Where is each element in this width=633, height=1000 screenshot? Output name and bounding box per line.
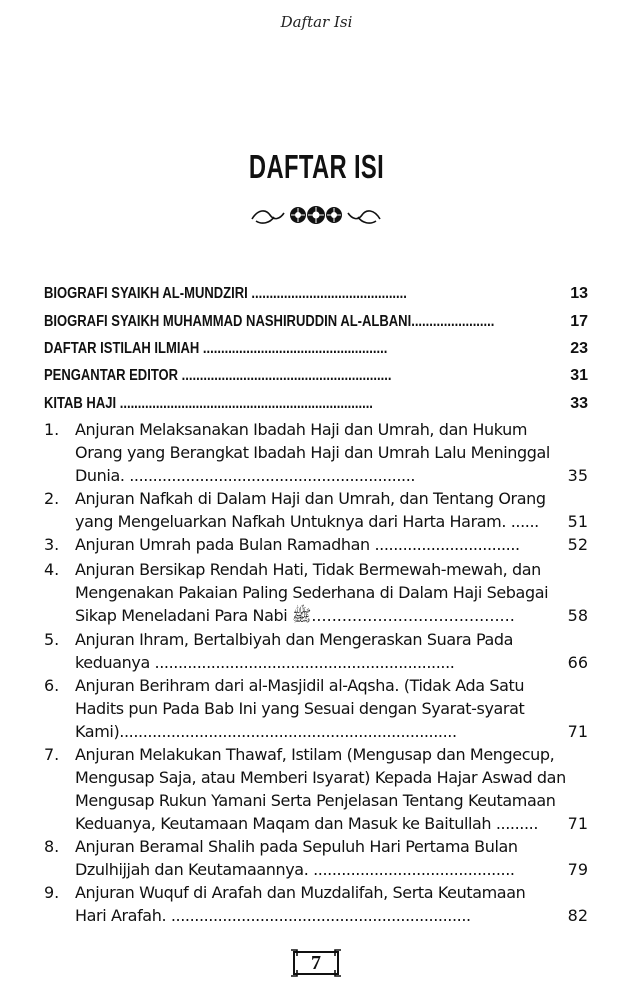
entry-line: Anjuran Ihram, Bertalbiyah dan Mengeraskan Suara Pada <box>75 630 514 649</box>
toc-item-label: BIOGRAFI SYAIKH MUHAMMAD NASHIRUDDIN AL-ALBANI....................... <box>44 313 495 330</box>
toc-item-label: DAFTAR ISTILAH ILMIAH ................................................... <box>44 340 388 357</box>
entry-number: 9. <box>44 883 60 902</box>
toc-entry[interactable] <box>44 743 588 835</box>
entry-number: 5. <box>44 630 60 649</box>
toc-item-page: 31 <box>570 367 588 384</box>
entry-text <box>75 487 549 533</box>
entry-line: Anjuran Melaksanakan Ibadah Haji dan Umrah, dan Hukum <box>75 420 528 439</box>
toc-item-label: PENGANTAR EDITOR .......................................................... <box>44 367 392 384</box>
entry-text <box>75 418 549 487</box>
entry-line: Anjuran Wuquf di Arafah dan Muzdalifah, Serta Keutamaan <box>75 883 526 902</box>
toc-entry[interactable] <box>44 881 588 927</box>
entry-page: 35 <box>567 466 588 485</box>
entry-number: 3. <box>44 535 60 554</box>
toc-item-page: 23 <box>570 340 588 357</box>
entry-line: Anjuran Nafkah di Dalam Haji dan Umrah, dan Tentang Orang <box>75 489 546 508</box>
floral-ornament-icon <box>248 203 384 227</box>
entry-text <box>75 743 566 835</box>
entry-line: yang Mengeluarkan Nafkah Untuknya dari Harta Haram. ...... <box>75 512 539 531</box>
entry-line: Keduanya, Keutamaan Maqam dan Masuk ke Baitullah ......... <box>75 814 539 833</box>
entry-number: 7. <box>44 745 60 764</box>
entry-text <box>75 628 549 674</box>
entry-line: Mengusap Rukun Yamani Serta Penjelasan Tentang Keutamaan <box>75 791 556 810</box>
entry-page: 66 <box>567 653 588 672</box>
toc-item-page: 33 <box>570 395 588 412</box>
entry-number: 4. <box>44 560 60 579</box>
entry-line: Hadits pun Pada Bab Ini yang Sesuai dengan Syarat-syarat <box>75 699 525 718</box>
toc-entry[interactable] <box>44 533 588 556</box>
entry-line: Orang yang Berangkat Ibadah Haji dan Umrah Lalu Meninggal <box>75 443 550 462</box>
entry-page: 82 <box>567 906 588 925</box>
entry-line: Dunia. ............................................................. <box>75 466 416 485</box>
entry-page: 58 <box>567 606 588 625</box>
entry-number: 1. <box>44 420 60 439</box>
entry-page: 79 <box>567 860 588 879</box>
toc-item-daftar-istilah[interactable] <box>44 337 588 361</box>
entry-number: 6. <box>44 676 60 695</box>
running-head: Daftar Isi <box>280 13 353 31</box>
toc-item-label: KITAB HAJI ...................................................................... <box>44 395 373 412</box>
toc-entry[interactable] <box>44 558 588 627</box>
toc-item-biografi-al-albani[interactable] <box>44 310 588 334</box>
entry-line: Anjuran Berihram dari al-Masjidil al-Aqsha. (Tidak Ada Satu <box>75 676 525 695</box>
toc-entry[interactable] <box>44 674 588 743</box>
entry-number: 2. <box>44 489 60 508</box>
entry-page: 71 <box>567 814 588 833</box>
entry-line: Dzulhijjah dan Keutamaannya. ........................................... <box>75 860 515 879</box>
toc-item-label: BIOGRAFI SYAIKH AL-MUNDZIRI ........................................... <box>44 285 407 302</box>
entry-line: Mengusap Saja, atau Memberi Isyarat) Kepada Hajar Aswad dan <box>75 768 566 787</box>
toc-item-pengantar-editor[interactable] <box>44 364 588 388</box>
entry-line: Anjuran Bersikap Rendah Hati, Tidak Bermewah-mewah, dan <box>75 560 541 579</box>
toc-entry[interactable] <box>44 835 588 881</box>
entry-page: 51 <box>567 512 588 531</box>
entry-text <box>75 533 549 556</box>
entry-line: Anjuran Beramal Shalih pada Sepuluh Hari Pertama Bulan <box>75 837 518 856</box>
page-title: DAFTAR ISI <box>248 148 385 185</box>
toc-entry[interactable] <box>44 628 588 674</box>
entry-text <box>75 674 549 743</box>
entry-line: Anjuran Melakukan Thawaf, Istilam (Mengusap dan Mengecup, <box>75 745 555 764</box>
toc-item-kitab-haji[interactable] <box>44 392 588 416</box>
toc-entry[interactable] <box>44 418 588 487</box>
entry-text <box>75 881 549 927</box>
toc-item-page: 13 <box>570 285 588 302</box>
toc-item-page: 17 <box>570 313 588 330</box>
entry-number: 8. <box>44 837 60 856</box>
entry-line: Anjuran Umrah pada Bulan Ramadhan ............................... <box>75 535 520 554</box>
entry-page: 71 <box>567 722 588 741</box>
toc-item-biografi-al-mundziri[interactable] <box>44 282 588 306</box>
entry-line: Sikap Meneladani Para Nabi ﷺ........................................ <box>75 606 515 625</box>
toc-entry[interactable] <box>44 487 588 533</box>
entry-page: 52 <box>567 535 588 554</box>
entry-line: keduanya ................................................................ <box>75 653 455 672</box>
entry-line: Kami)........................................................................ <box>75 722 457 741</box>
page-number: 7 <box>311 952 321 974</box>
entry-line: Hari Arafah. ................................................................ <box>75 906 471 925</box>
entry-line: Mengenakan Pakaian Paling Sederhana di Dalam Haji Sebagai <box>75 583 549 602</box>
entry-text <box>75 558 549 627</box>
entry-text <box>75 835 549 881</box>
